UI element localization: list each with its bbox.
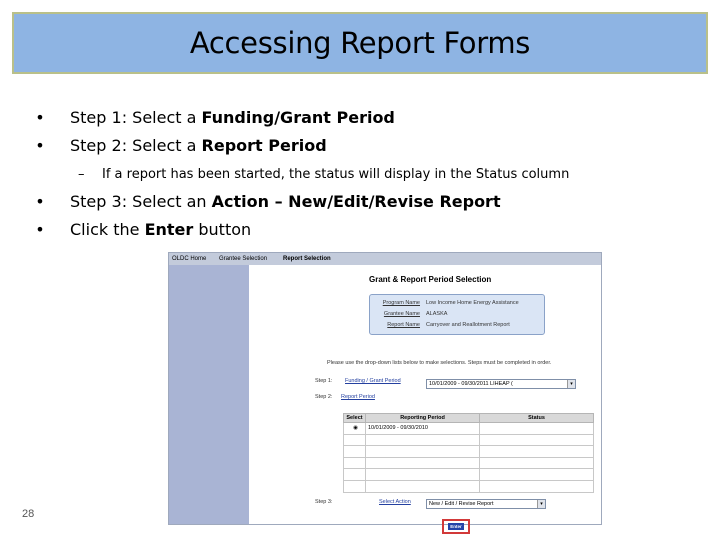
bullet-bold-text: Funding/Grant Period — [201, 108, 395, 127]
program-name-label: Program Name — [382, 300, 420, 306]
table-row[interactable] — [344, 423, 594, 435]
nav-report-selection[interactable]: Report Selection — [283, 256, 331, 262]
bullet-dot: • — [35, 108, 45, 127]
slide-title: Accessing Report Forms — [189, 26, 531, 60]
slide-number: 28 — [22, 508, 35, 520]
embedded-screenshot — [168, 252, 602, 529]
report-period-table — [343, 413, 594, 493]
bullet-text-suffix: button — [193, 220, 252, 239]
select-action-link[interactable]: Select Action — [379, 499, 411, 505]
bullet-dot: • — [35, 136, 45, 155]
program-name-value: Low Income Home Energy Assistance — [426, 300, 519, 306]
row-period: 10/01/2009 - 09/30/2010 — [366, 423, 480, 435]
report-name-row — [374, 321, 510, 331]
bullet-step-3 — [30, 190, 700, 218]
table-header-row — [344, 414, 594, 423]
table-row — [344, 457, 594, 469]
enter-button-highlight — [442, 519, 470, 534]
action-select-value: New / Edit / Revise Report — [429, 501, 494, 507]
col-select: Select — [344, 414, 366, 423]
table-row — [344, 480, 594, 492]
bullet-text: Click the — [70, 220, 145, 239]
bullet-bold-text: Action – New/Edit/Revise Report — [211, 192, 501, 211]
nav-oldc-home[interactable]: OLDC Home — [172, 256, 207, 262]
screenshot-page-heading: Grant & Report Period Selection — [369, 275, 492, 284]
row-radio[interactable]: ◉ — [344, 423, 366, 435]
funding-period-value: 10/01/2009 - 09/30/2011 LIHEAP ( — [429, 381, 513, 387]
grantee-name-value: ALASKA — [426, 311, 448, 317]
sub-bullet-status — [30, 162, 700, 190]
col-status: Status — [480, 414, 594, 423]
report-name-value: Carryover and Reallotment Report — [426, 322, 510, 328]
bullet-step-2 — [30, 134, 700, 162]
step3-label: Step 3: — [315, 499, 333, 505]
bullet-list — [30, 106, 700, 246]
table-row — [344, 446, 594, 458]
bullet-text: Step 1: Select a — [70, 108, 202, 127]
report-period-link[interactable]: Report Period — [341, 394, 375, 400]
bullet-step-1 — [30, 106, 700, 134]
bullet-bold-text: Enter — [144, 220, 194, 239]
funding-period-select[interactable] — [426, 379, 576, 389]
funding-grant-period-link[interactable]: Funding / Grant Period — [345, 378, 401, 384]
col-reporting-period: Reporting Period — [366, 414, 480, 423]
grantee-name-label: Grantee Name — [383, 311, 420, 317]
sub-bullet-dash: – — [78, 167, 85, 182]
bullet-text: Step 3: Select an — [70, 192, 212, 211]
bullet-bold-text: Report Period — [201, 136, 327, 155]
table-row — [344, 469, 594, 481]
program-name-row — [374, 299, 519, 309]
chevron-down-icon[interactable]: ▾ — [537, 500, 545, 508]
step2-label: Step 2: — [315, 394, 333, 400]
slide-title-bar — [12, 12, 708, 74]
screenshot-left-pane — [169, 265, 249, 524]
grantee-name-row — [374, 310, 447, 320]
bullet-text: Step 2: Select a — [70, 136, 202, 155]
screenshot-nav-bar — [169, 253, 601, 265]
bullet-click-enter — [30, 218, 700, 246]
bullet-dot: • — [35, 220, 45, 239]
sub-bullet-text: If a report has been started, the status will display in the Status column — [102, 167, 570, 182]
table-row — [344, 434, 594, 446]
program-info-box — [369, 294, 545, 335]
bullet-dot: • — [35, 192, 45, 211]
step1-label: Step 1: — [315, 378, 333, 384]
nav-grantee-selection[interactable]: Grantee Selection — [219, 256, 268, 262]
screenshot-content — [249, 265, 601, 529]
chevron-down-icon[interactable]: ▾ — [567, 380, 575, 388]
enter-button[interactable]: Enter — [450, 524, 462, 529]
screenshot-instructions: Please use the drop-down lists below to make selections. Steps must be completed in order. — [327, 360, 552, 366]
row-status — [480, 423, 594, 435]
action-select[interactable] — [426, 499, 546, 509]
report-name-label: Report Name — [387, 322, 420, 328]
